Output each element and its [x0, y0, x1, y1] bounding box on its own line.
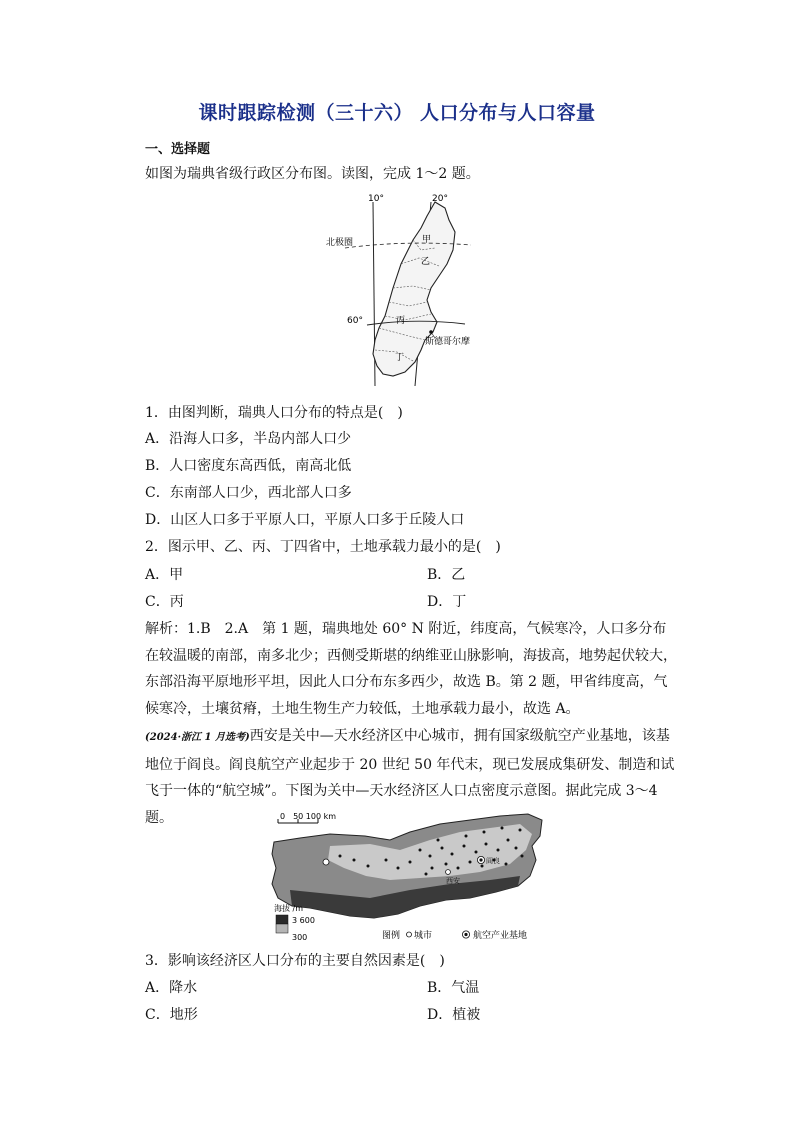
analysis-paragraph — [145, 616, 680, 722]
elev-title: 海拔 /m — [274, 904, 304, 913]
q2-option-b: B．乙 — [427, 567, 466, 583]
ding-label: 丁 — [395, 353, 405, 363]
population-density-map — [270, 810, 555, 945]
q1-stem: 1．由图判断，瑞典人口分布的特点是( ) — [145, 405, 403, 421]
lon20-label: 20° — [432, 194, 448, 204]
q2-option-c: C．丙 — [145, 594, 184, 610]
legend-prefix: 图例 — [382, 931, 401, 941]
analysis-text: 解析：1.B 2.A 第 1 题，瑞典地处 60° N 附近，纬度高，气候寒冷，人口多分布在较温暖的南部，南多北少；西侧受斯堪的纳维亚山脉影响，海拔高，地势起伏较大，东部沿海平原地形平坦，因此人口分布东多西少，故选 B。第 2 题，甲省纬度高，气候寒冷，土壤贫瘠，土地生物生产力较低，土地承载力最小，故选 A。 — [145, 621, 677, 717]
source-note: (2024·浙江 1 月选考) — [145, 732, 250, 743]
bing-label: 丙 — [396, 316, 406, 326]
q1-option-c: C．东南部人口少，西北部人口多 — [145, 485, 352, 501]
q1-option-b: B．人口密度东高西低，南高北低 — [145, 458, 352, 474]
q3-option-b: B．气温 — [427, 980, 480, 996]
q1-option-a: A．沿海人口多，半岛内部人口少 — [145, 431, 352, 447]
q2-option-d: D．丁 — [427, 594, 467, 610]
intro2-text: 西安是关中—天水经济区中心城市，拥有国家级航空产业基地，该基地位于阎良。阎良航空产业起步于 20 世纪 50 年代末，现已发展成集研发、制造和试飞于一体的“航空城”。下图为关中—天水经济区人口点密度示意图。据此完成 3～4 题。 — [145, 728, 675, 826]
lon10-label: 10° — [368, 194, 384, 204]
elev-high: 3 600 — [292, 916, 315, 925]
q1-option-d: D．山区人口多于平原人口，平原人口多于丘陵人口 — [145, 512, 465, 528]
arctic-label: 北极圈 — [326, 238, 354, 248]
sweden-map — [326, 190, 485, 388]
stockholm-label: 斯德哥尔摩 — [425, 337, 471, 347]
section-heading: 一、选择题 — [145, 142, 211, 157]
lat60-label: 60° — [347, 316, 363, 326]
yi-label: 乙 — [421, 257, 431, 267]
city-legend-icon — [407, 932, 412, 937]
page-title: 课时跟踪检测（三十六） 人口分布与人口容量 — [198, 102, 596, 124]
question-intro-1: 如图为瑞典省级行政区分布图。读图，完成 1～2 题。 — [145, 166, 480, 182]
q2-stem: 2．图示甲、乙、丙、丁四省中，土地承载力最小的是( ) — [145, 539, 501, 555]
q3-option-d: D．植被 — [427, 1007, 481, 1023]
q3-option-c: C．地形 — [145, 1007, 198, 1023]
yanliang-label: 阎良 — [486, 857, 500, 865]
xian-label: 西安 — [446, 877, 460, 885]
legend-base: 航空产业基地 — [473, 931, 528, 941]
scale-label: 0 50 100 km — [280, 812, 337, 821]
legend-city: 城市 — [414, 931, 433, 941]
q3-option-a: A．降水 — [145, 980, 198, 996]
jia-label: 甲 — [422, 235, 432, 245]
elev-low: 300 — [292, 933, 308, 942]
q2-option-a: A．甲 — [145, 567, 184, 583]
q3-stem: 3．影响该经济区人口分布的主要自然因素是( ) — [145, 953, 445, 969]
